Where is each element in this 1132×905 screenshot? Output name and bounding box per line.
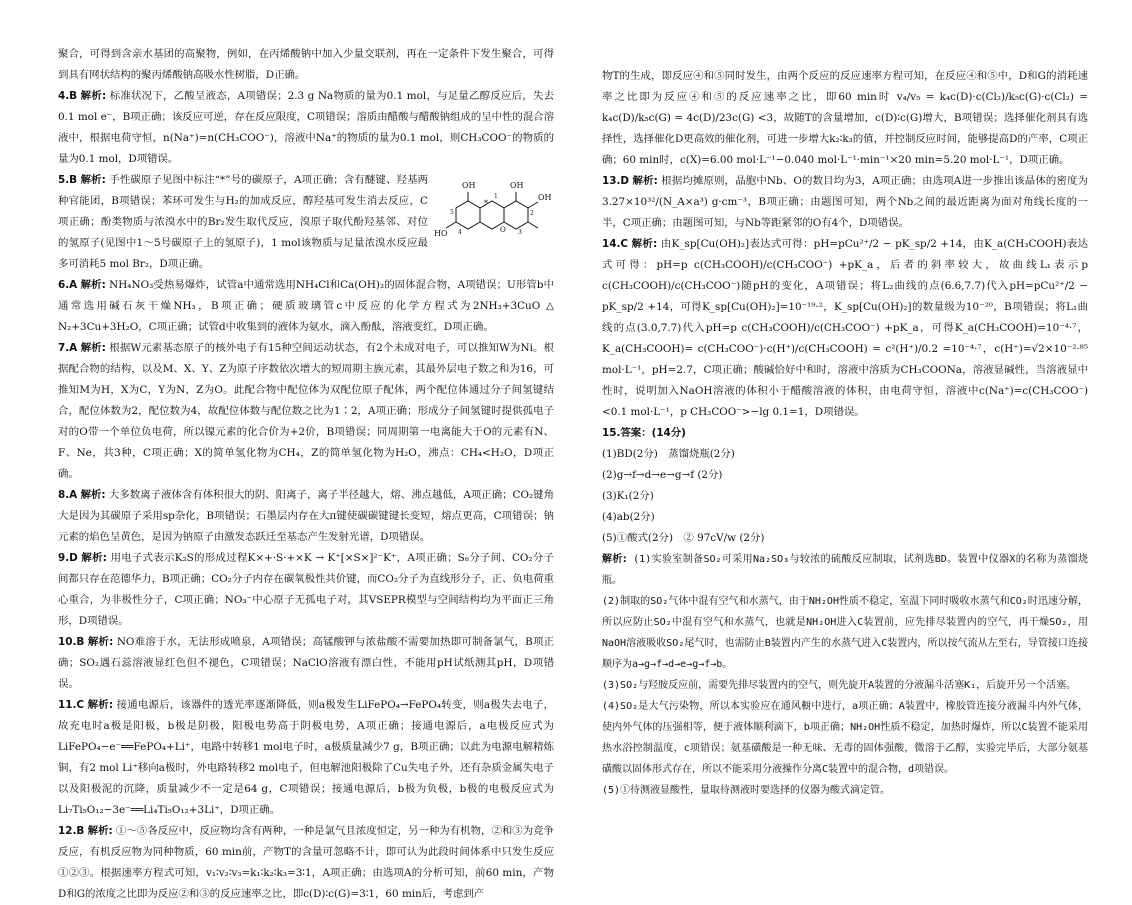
- q8-text: 大多数离子液体含有体积很大的阴、阳离子，离子半径越大，熔、沸点越低，A项正确；CO₂键角大是因为其碳原子采用sp杂化，B项错误；石墨层内存在大π键使碳碳键键长变短，熔点更高，C项错误；钠元素的焰色呈黄色，是因为钠原子由激发态跃迁至基态产生发射光谱，D项错误。: [58, 489, 555, 543]
- question-9: [58, 548, 554, 632]
- q14-number: 14.C: [602, 238, 629, 250]
- q11-text: 接通电源后，该器件的透光率逐渐降低，则a极发生LiFePO₄→FePO₄转变，则a极失去电子，故充电时a极是阳极，b极是阴极，阳极电势高于阴极电势，A项正确；接通电源后，a电极反应式为LiFePO₄−e⁻══FePO₄+Li⁺，电路中转移1 mol电子时，a极质量减少7 g，B项正确；以此为电源电解精炼铜，有2 mol Li⁺移向a极时，外电路转移2 mol电子，但电解池阳极除了Cu失电子外，还有杂质金属失电子以及阳极泥的沉降，质量减少不一定是64 g，C项错误；接通电源后，b极为负极，b极的电极反应式为Li₇Ti₅O₁₂−3e⁻══Li₄Ti₅O₁₂+3Li⁺，D项正确。: [58, 699, 554, 816]
- question-14: [602, 234, 1088, 423]
- q15-answer-2: (2)g→f→d→e→g→f (2分): [602, 469, 723, 481]
- question-13: [602, 171, 1088, 234]
- q11-label: 解析:: [87, 699, 114, 711]
- question-4: [58, 86, 554, 170]
- q4-number: 4.B: [58, 90, 78, 102]
- q15-expl-label: 解析:: [602, 554, 627, 565]
- question-15-heading: 15.答案：(14分): [602, 427, 686, 439]
- question-5: [58, 170, 554, 275]
- q14-text: 由K_sp[Cu(OH)₂]表达式可得：pH=pCu²⁺/2 − pK_sp/2 +14，由K_a(CH₃COOH)表达式可得：pH=p c(CH₃COOH)/c(CH₃COO⁻) +pK_a，后者的斜率较大，故曲线L₁表示p c(CH₃COOH)/c(CH₃COO⁻)随pH的变化，A项错误；将L₂曲线的点(6.6,7.7)代入pH=pCu²⁺/2 − pK_sp/2 +14，可得K_sp[Cu(OH)₂]=10⁻¹⁹·²，K_sp[Cu(OH)₂]的数量级为10⁻²⁰，B项错误；将L₁曲线的点(3.0,7.7)代入pH=p c(CH₃COOH)/c(CH₃COO⁻) +pK_a，可得K_a(CH₃COOH)=10⁻⁴·⁷，K_a(CH₃COOH)= c(CH₃COO⁻)·c(H⁺)/c(CH₃COOH) = c²(H⁺)/0.2 =10⁻⁴·⁷，c(H⁺)=√2×10⁻²·⁸⁵ mol·L⁻¹，pH=2.7，C项正确；酸碱恰好中和时，溶液中溶质为CH₃COONa，溶液显碱性，当溶液显中性时，说明加入NaOH溶液的体积小于醋酸溶液的体积，由电荷守恒，溶液中c(Na⁺)=c(CH₃COO⁻)<0.1 mol·L⁻¹，p CH₃COO⁻>−lg 0.1=1，D项错误。: [602, 238, 1088, 418]
- mol-label-o: O: [500, 226, 506, 234]
- catechin-structure-diagram: [434, 168, 554, 250]
- q4-text: 标准状况下，乙酸呈液态，A项错误；2.3 g Na物质的量为0.1 mol，与足量乙醇反应后，失去0.1 mol e⁻，B项正确；该反应可逆，存在反应限度，C项错误；溶质由醋酸与醋酸钠组成的呈中性的混合溶液中，根据电荷守恒，n(Na⁺)=n(CH₃COO⁻)，溶液中Na⁺的物质的量为0.1 mol，则CH₃COO⁻的物质的量为0.1 mol，D项错误。: [58, 90, 554, 165]
- q13-number: 13.D: [602, 175, 630, 187]
- mol-label-5: 5: [450, 209, 454, 216]
- left-column: [58, 44, 554, 905]
- mol-label-oh-top: OH: [462, 181, 476, 190]
- q12-label: 解析:: [87, 825, 113, 837]
- q14-label: 解析:: [631, 238, 658, 250]
- q4-label: 解析:: [80, 90, 107, 102]
- mol-label-2: 2: [530, 210, 534, 217]
- q15-answer-3: (3)K₁(2分): [602, 490, 654, 502]
- q13-text: 根据均摊原则，晶胞中Nb、O的数目均为3，A项正确；由选项A进一步推出该晶体的密度为 3.27×10³²/(N_A×a³) g·cm⁻³，B项正确；由题图可知，两个Nb之间的最近距离为面对角线长度的一半，C项正确；由题图可知，与Nb等距紧邻的O有4个，D项错误。: [602, 175, 1088, 229]
- q7-label: 解析:: [80, 342, 106, 354]
- q10-label: 解析:: [87, 636, 114, 648]
- continuation-paragraph: 聚合，可得到含亲水基团的高聚物，例如，在丙烯酸钠中加入少量交联剂，再在一定条件下发生聚合，可得到具有网状结构的聚丙烯酸钠高吸水性树脂，D正确。: [58, 48, 554, 81]
- q15-explanation-1: [602, 549, 1088, 591]
- mol-label-4: 4: [458, 229, 462, 236]
- q8-number: 8.A: [58, 489, 78, 501]
- q15-explanation-5: (5)①待测液显酸性，量取待测液时要选择的仪器为酸式滴定管。: [602, 785, 891, 796]
- q15-expl-text-1: (1)实验室制备SO₂可采用Na₂SO₃与较浓的硫酸反应制取，试剂选BD。装置中仪器X的名称为蒸馏烧瓶。: [602, 554, 1089, 586]
- q5-label: 解析:: [80, 174, 106, 186]
- mol-label-oh-right: OH: [538, 193, 552, 202]
- q6-label: 解析:: [80, 279, 106, 291]
- q10-text: NO难溶于水，无法形成喷泉，A项错误；高锰酸钾与浓盐酸不需要加热即可制备氯气，B项正确；SO₂遇石蕊溶液显红色但不褪色，C项错误；NaClO溶液有漂白性，不能用pH试纸测其pH，D项错误。: [58, 636, 554, 690]
- q12-number: 12.B: [58, 825, 85, 837]
- q15-answer-1: (1)BD(2分) 蒸馏烧瓶(2分): [602, 448, 735, 460]
- question-12: [58, 821, 554, 905]
- q7-text: 根据W元素基态原子的核外电子有15种空间运动状态，有2个未成对电子，可以推知W为Ni。根据配合物的结构，以及M、X、Y、Z为原子序数依次增大的短周期主族元素，其最外层电子数之和为16，可推知M为H，X为C，Y为N，Z为O。此配合物中配位体为双配位原子配体，两个配位体通过分子间氢键结合，配位体数为2，配位数为4，故配位体数与配位数之比为1∶2，A项正确；形成分子间氢键时提供孤电子对的O带一个单位负电荷，所以镍元素的化合价为+2价，B项错误；同周期第一电离能大于O的元素有N、F、Ne，共3种，C项正确；X的简单氢化物为CH₄，Z的简单氢化物为H₂O，沸点：CH₄<H₂O，D项正确。: [58, 342, 554, 480]
- q10-number: 10.B: [58, 636, 85, 648]
- mol-label-ho: HO: [434, 229, 448, 238]
- q9-label: 解析:: [81, 552, 107, 564]
- q7-number: 7.A: [58, 342, 78, 354]
- q15-explanation-3: (3)SO₂与羟胺反应前，需要先排尽装置内的空气，则先旋开A装置的分液漏斗活塞K₁，后旋开另一个活塞。: [602, 680, 1077, 691]
- q8-label: 解析:: [80, 489, 106, 501]
- q15-answer-5: (5)①酸式(2分) ② 97cV/w (2分): [602, 532, 765, 544]
- q9-number: 9.D: [58, 552, 78, 564]
- question-7: [58, 338, 554, 485]
- q5-text: 手性碳原子见图中标注“*”号的碳原子，A项正确；含有醚键、羟基两种官能团，B项错误；苯环可发生与H₂的加成反应，醇羟基可发生消去反应，C项正确；酚类物质与浓溴水中的Br₂发生取代反应，溴原子取代酚羟基邻、对位的氢原子(见图中1～5号碳原子上的氢原子)，1 mol该物质与足量浓溴水反应最多可消耗5 mol Br₂，D项正确。: [58, 174, 429, 270]
- right-column: [602, 66, 1088, 801]
- q6-text: NH₄NO₃受热易爆炸，试管a中通常选用NH₄Cl和Ca(OH)₂的固体混合物，A项错误；U形管b中通常选用碱石灰干燥NH₃，B项正确；硬质玻璃管c中反应的化学方程式为2NH₃+3CuO △ N₂+3Cu+3H₂O，C项正确；试管d中收集到的液体为氨水，滴入酚酞，溶液变红，D项正确。: [58, 279, 554, 333]
- q6-number: 6.A: [58, 279, 78, 291]
- q12-continuation: 物T的生成，即反应④和⑤同时发生，由两个反应的反应速率方程可知，在反应④和⑤中，D和G的消耗速率之比即为反应④和⑤的反应速率之比，即60 min时 v₄/v₅ = k₄c(D)·c(Cl₂)/k₅c(G)·c(Cl₂) = k₄c(D)/k₅c(G) = 4c(D)/23c(G) <3，故随T的含量增加，c(D)∶c(G)增大，B项错误；选择催化剂具有选择性，选择催化D更高效的催化剂，可进一步增大k₂∶k₃的值，并控制反应时间，能够提高D的产率，C项正确；60 min时，c(X)=6.00 mol·L⁻¹−0.040 mol·L⁻¹·min⁻¹×20 min=5.20 mol·L⁻¹，D项正确。: [602, 70, 1088, 166]
- mol-chiral-mark: *: [484, 199, 488, 208]
- q5-number: 5.B: [58, 174, 78, 186]
- mol-label-3: 3: [518, 229, 522, 236]
- q13-label: 解析:: [632, 175, 658, 187]
- q15-explanation-2: (2)制取的SO₂气体中混有空气和水蒸气，由于NH₂OH性质不稳定，室温下同时吸收水蒸气和CO₂时迅速分解，所以应防止SO₂中混有空气和水蒸气，也就是NH₂OH进入C装置前，应先排尽装置内的空气，再干燥SO₂，用NaOH溶液吸收SO₂尾气时，也需防止B装置内产生的水蒸气进入C装置内，所以按气流从左至右，导管接口连接顺序为a→g→f→d→e→g→f→b。: [602, 596, 1088, 670]
- q15-answer-4: (4)ab(2分): [602, 511, 655, 523]
- mol-label-1: 1: [494, 193, 498, 200]
- question-10: [58, 632, 554, 695]
- q15-explanation-4: (4)SO₂是大气污染物，所以本实验应在通风橱中进行，a项正确；A装置中，橡胶管连接分液漏斗内外气体，使内外气体的压强相等，便于液体顺利滴下，b项正确；NH₂OH性质不稳定，加热时爆炸，所以C装置不能采用热水浴控制温度，c项错误；氨基磺酸是一种无味、无毒的固体强酸，微溶于乙醇，实验完毕后，大部分氨基磺酸以固体形式存在，所以不能采用分液操作分离C装置中的混合物，d项错误。: [602, 701, 1088, 775]
- question-8: [58, 485, 554, 548]
- q9-text: 用电子式表示K₂S的形成过程K×+·S·+×K → K⁺[×S×]²⁻K⁺，A项正确；S₈分子间、CO₂分子间都只存在范德华力，B项正确；CO₂分子内存在碳氧极性共价键，而CO₂分子为直线形分子，正、负电荷重心重合，为非极性分子，C项正确；NO₃⁻中心原子无孤电子对，其VSEPR模型与空间结构均为平面正三角形，D项错误。: [58, 552, 554, 627]
- mol-label-oh-ring: OH: [510, 181, 524, 190]
- question-11: [58, 695, 554, 821]
- q11-number: 11.C: [58, 699, 85, 711]
- q12-text: ①～⑤各反应中，反应物均含有两种，一种是氯气且浓度恒定，另一种为有机物，②和③为竞争反应，有机反应物为同种物质，60 min前，产物T的含量可忽略不计，即可认为此段时间体系中只发生反应①②③。根据速率方程式可知，v₁∶v₂∶v₃=k₁∶k₂∶k₃=3∶1，A项正确；由选项A的分析可知，前60 min，产物D和G的浓度之比即为反应②和③的反应速率之比，即c(D)∶c(G)=3∶1，60 min后，考虑到产: [58, 825, 554, 900]
- question-6: [58, 275, 554, 338]
